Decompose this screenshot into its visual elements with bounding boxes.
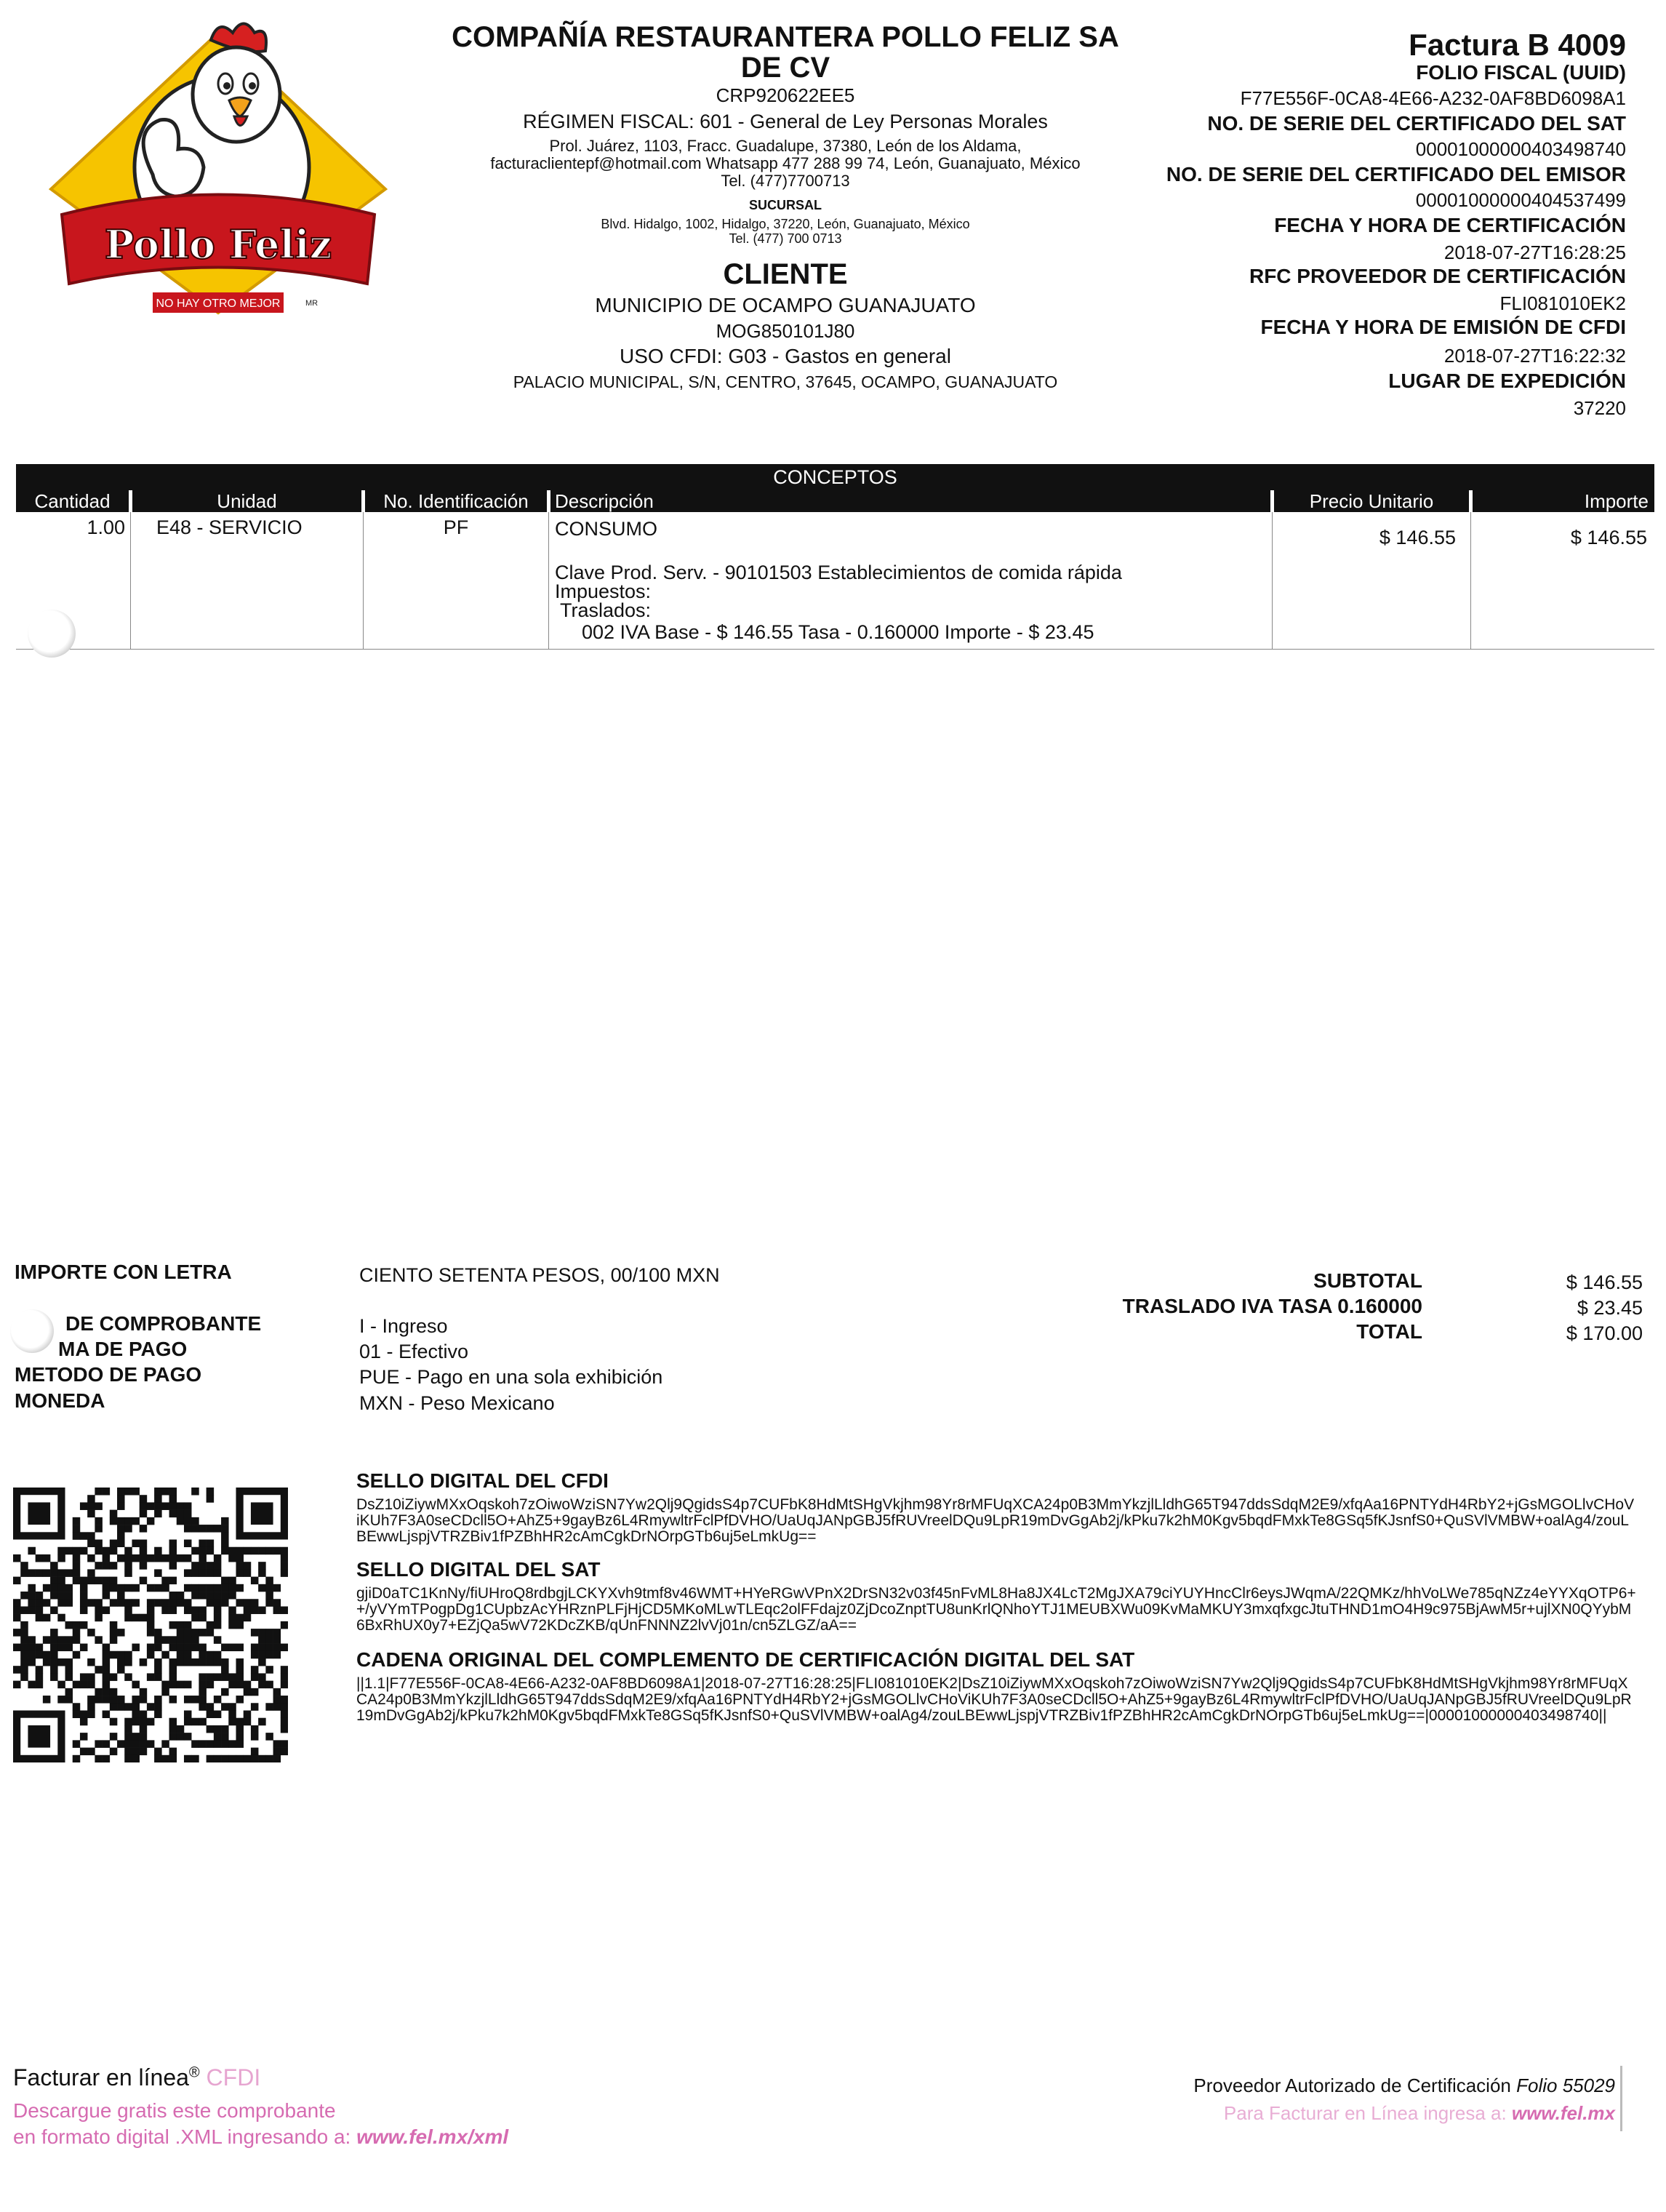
subtotal-value: $ 146.55	[1566, 1271, 1643, 1293]
branch-tel: Tel. (477) 700 0713	[729, 231, 842, 246]
company-rfc: CRP920622EE5	[716, 84, 855, 106]
col-identificacion: No. Identificación	[365, 490, 547, 512]
company-tel: Tel. (477)7700713	[721, 172, 850, 190]
row-iva: 002 IVA Base - $ 146.55 Tasa - 0.160000 Importe - $ 23.45	[582, 621, 1094, 643]
emission-label: FECHA Y HORA DE EMISIÓN DE CFDI	[1260, 316, 1626, 338]
row-importe: $ 146.55	[1570, 527, 1647, 548]
client-uso-cfdi: USO CFDI: G03 - Gastos en general	[620, 345, 951, 367]
moneda-label: MONEDA	[15, 1389, 105, 1412]
place-label: LUGAR DE EXPEDICIÓN	[1388, 370, 1626, 392]
company-contact: facturaclientepf@hotmail.com Whatsapp 477 288 99 74, León, Guanajuato, México	[490, 154, 1081, 172]
cadena-original-label: CADENA ORIGINAL DEL COMPLEMENTO DE CERTIFICACIÓN DIGITAL DEL SAT	[356, 1648, 1135, 1671]
tipo-comprobante-value: I - Ingreso	[359, 1315, 448, 1337]
metodo-pago-value: PUE - Pago en una sola exhibición	[359, 1366, 663, 1388]
pollo-feliz-logo	[44, 7, 393, 320]
logo-slogan: NO HAY OTRO MEJOR	[156, 298, 281, 310]
provider-label: RFC PROVEEDOR DE CERTIFICACIÓN	[1249, 265, 1626, 287]
col-importe: Importe	[1473, 490, 1654, 512]
total-label: TOTAL	[1356, 1320, 1422, 1343]
row-traslados: Traslados:	[560, 599, 652, 621]
sello-cfdi-value: DsZ10iZiywMXxOqskoh7zOiwoWziSN7Yw2Qlj9QgidsS4p7CUFbK8HdMtSHgVkjhm98Yr8rMFUqXCA24p0B3MmYkzjlLldhG65T947ddsSdqM2E9/xfqAa16PNTYdH4RbY2+jGsMGOLlvCHoViKUh7F3A0seCDcll5O+AhZ5+9gayBz6L4RmywltrFclPfDVHO/UaUqJANpGBJ5fRUVreelDQu9LpR19mDvGgAb2j/kPku7k2hM0Kgv5bqdFMxkTe8GSq5fKJsnfS0+QuSVlVMBW+oalAg4/zouLBEwwLjspjVTRZBiv1fPZBhHR2cAmCgkDrNOrpGTb6uj5eLmkUg==	[356, 1496, 1635, 1545]
branch-label: SUCURSAL	[748, 198, 822, 212]
importe-letra-value: CIENTO SETENTA PESOS, 00/100 MXN	[359, 1264, 720, 1286]
forma-pago-value: 01 - Efectivo	[359, 1341, 469, 1362]
moneda-value: MXN - Peso Mexicano	[359, 1392, 555, 1414]
qr-code	[13, 1488, 288, 1762]
company-name-line2: DE CV	[740, 52, 830, 84]
sello-cfdi-label: SELLO DIGITAL DEL CFDI	[356, 1469, 609, 1492]
footer-xml-link[interactable]: www.fel.mx/xml	[356, 2125, 509, 2148]
col-cantidad: Cantidad	[16, 490, 129, 512]
footer-provider-line2	[1224, 2102, 1615, 2125]
punch-hole	[10, 1309, 54, 1353]
row-identificacion: PF	[443, 516, 469, 538]
footer-brand	[13, 2064, 260, 2091]
concepts-heading: CONCEPTOS	[16, 464, 1654, 490]
punch-hole	[28, 610, 76, 658]
concepts-table	[16, 464, 1654, 650]
issuer-cert-value: 00001000000404537499	[1415, 189, 1626, 211]
sat-cert-value: 00001000000403498740	[1415, 138, 1626, 160]
subtotal-label: SUBTOTAL	[1313, 1269, 1422, 1292]
total-value: $ 170.00	[1566, 1322, 1643, 1344]
row-cantidad: 1.00	[87, 516, 125, 538]
cert-date-label: FECHA Y HORA DE CERTIFICACIÓN	[1274, 214, 1626, 236]
footer-line2-prefix: en formato digital .XML ingresando a:	[13, 2125, 351, 2148]
footer-provider-folio: Folio 55029	[1516, 2075, 1615, 2096]
footer-brand-reg: ®	[188, 2064, 200, 2081]
issuer-cert-label: NO. DE SERIE DEL CERTIFICADO DEL EMISOR	[1166, 163, 1626, 185]
footer-cfdi: CFDI	[206, 2064, 261, 2091]
branch-address: Blvd. Hidalgo, 1002, Hidalgo, 37220, León, Guanajuato, México	[601, 217, 970, 231]
row-unidad: E48 - SERVICIO	[156, 516, 303, 538]
footer-provider-prefix: Proveedor Autorizado de Certificación	[1193, 2075, 1511, 2096]
col-precio-unitario: Precio Unitario	[1274, 490, 1469, 512]
cadena-original-value: ||1.1|F77E556F-0CA8-4E66-A232-0AF8BD6098A1|2018-07-27T16:28:25|FLI081010EK2|DsZ10iZiywMXxOqskoh7zOiwoWziSN7Yw2Qlj9QgidsS4p7CUFbK8HdMtSHgVkjhm98Yr8rMFUqXCA24p0B3MmYkzjlLldhG65T947ddsSdqM2E9/xfqAa16PNTYdH4RbY2+jGsMGOLlvCHoViKUh7F3A0seCDcll5O+AhZ5+9gayBz6L4RmywltrFclPfDVHO/UaUqJANpGBJ5fRUVreelDQu9LpR19mDvGgAb2j/kPku7k2hM0Kgv5bqdFMxkTe8GSq5fKJsnfS0+QuSVlVMBW+oalAg4/zouLBEwwLjspjVTRZBiv1fPZBhHR2cAmCgkDrNOrpGTb6uj5eLmkUg==|00001000000403498740||	[356, 1675, 1632, 1724]
footer-provider-line2-prefix: Para Facturar en Línea ingresa a:	[1223, 2102, 1507, 2124]
logo-mark: MR	[305, 299, 319, 308]
uuid-value: F77E556F-0CA8-4E66-A232-0AF8BD6098A1	[1240, 87, 1626, 109]
footer-line2	[13, 2125, 508, 2149]
row-clave: Clave Prod. Serv. - 90101503 Establecimientos de comida rápida	[555, 562, 1122, 583]
importe-letra-label: IMPORTE CON LETRA	[15, 1261, 232, 1283]
col-descripcion: Descripción	[550, 490, 1270, 512]
iva-value: $ 23.45	[1577, 1297, 1643, 1319]
sat-cert-label: NO. DE SERIE DEL CERTIFICADO DEL SAT	[1207, 112, 1626, 135]
iva-label: TRASLADO IVA TASA 0.160000	[1122, 1295, 1422, 1317]
client-heading: CLIENTE	[723, 258, 848, 290]
uuid-label: FOLIO FISCAL (UUID)	[1416, 61, 1626, 84]
forma-pago-label: MA DE PAGO	[58, 1338, 188, 1360]
row-impuestos: Impuestos:	[555, 580, 652, 602]
provider-value: FLI081010EK2	[1499, 292, 1626, 314]
client-address: PALACIO MUNICIPAL, S/N, CENTRO, 37645, OCAMPO, GUANAJUATO	[513, 372, 1058, 391]
footer-divider	[1620, 2066, 1622, 2131]
invoice-title: Factura B 4009	[1409, 28, 1626, 62]
company-name-line1: COMPAÑÍA RESTAURANTERA POLLO FELIZ SA	[452, 21, 1119, 53]
company-regimen: RÉGIMEN FISCAL: 601 - General de Ley Personas Morales	[523, 111, 1048, 132]
metodo-pago-label: METODO DE PAGO	[15, 1363, 202, 1386]
place-value: 37220	[1573, 397, 1626, 419]
company-address: Prol. Juárez, 1103, Fracc. Guadalupe, 37380, León de los Aldama,	[549, 137, 1022, 155]
client-name: MUNICIPIO DE OCAMPO GUANAJUATO	[595, 294, 976, 316]
client-rfc: MOG850101J80	[716, 320, 855, 342]
sello-sat-value: gjiD0aTC1KnNy/fiUHroQ8rdbgjLCKYXvh9tmf8v46WMT+HYeRGwVPnX2DrSN32v03f45nFvML8Ha8JX4LcT2MgJXA79ciYUYHncClr6eysJWqmA/22QMKz/hhVoLWe785qNZz4eYYXqOTP6++/yVYmTPogpDg1CUpbzAcYHRznPLFjHjCD5MKoMLwTLEqc2olFFdajz0ZjDcoZnptTU8unKrlQNhoYTJ1MEUBXWu09KvMaMKUY3mxqfxgcJtuTHND1mO4H9c975BjAwM5r+ujlXN0QYybM6BxRhUX0y7+EZjQa5wV72KDcZKB/qUnFNNNZ2lvVj01n/cn5ZLGZ/aA==	[356, 1585, 1636, 1634]
col-unidad: Unidad	[132, 490, 361, 512]
footer-fel-link[interactable]: www.fel.mx	[1511, 2102, 1615, 2124]
cert-date-value: 2018-07-27T16:28:25	[1443, 241, 1626, 263]
footer-line1: Descargue gratis este comprobante	[13, 2099, 336, 2122]
emission-value: 2018-07-27T16:22:32	[1443, 345, 1626, 367]
footer-brand-text: Facturar en línea	[13, 2064, 189, 2091]
footer-provider	[1193, 2075, 1615, 2097]
sello-sat-label: SELLO DIGITAL DEL SAT	[356, 1558, 601, 1581]
row-precio: $ 146.55	[1379, 527, 1456, 548]
tipo-comprobante-label: DE COMPROBANTE	[65, 1312, 262, 1335]
logo-brand-text: Pollo Feliz	[104, 221, 332, 268]
row-descripcion: CONSUMO	[555, 518, 657, 540]
